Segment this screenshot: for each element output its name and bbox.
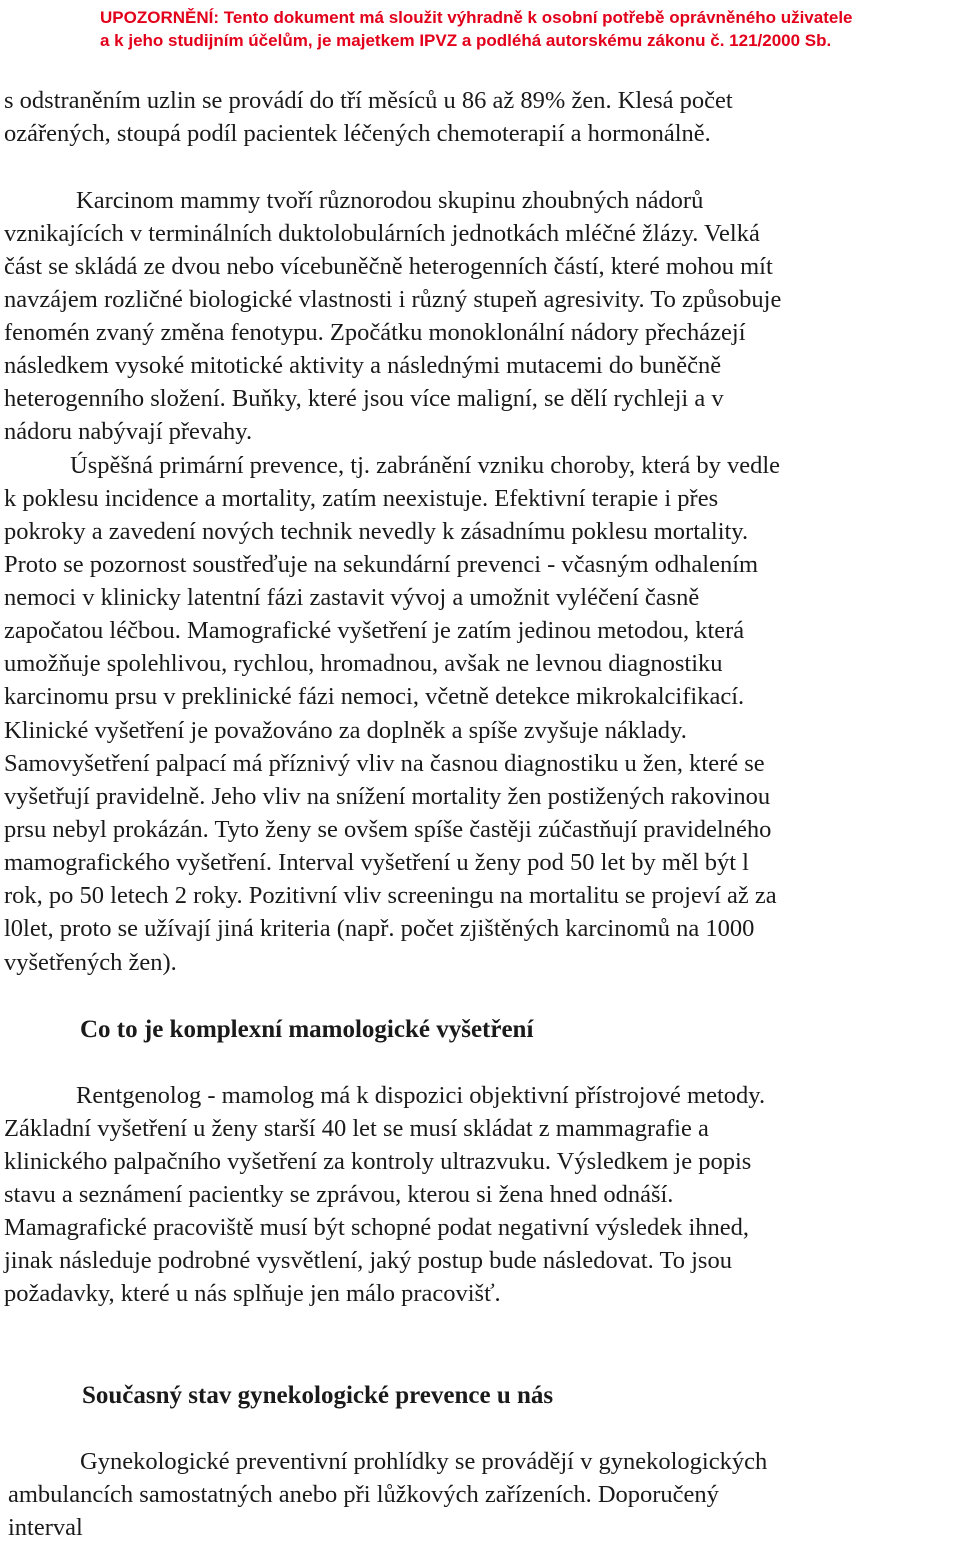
text-line: l0let, proto se užívají jiná kriteria (např. počet zjištěných karcinomů na 1000 xyxy=(4,915,755,942)
section-heading: Co to je komplexní mamologické vyšetření xyxy=(80,1016,534,1043)
text-line: ambulancích samostatných anebo při lůžkových zařízeních. Doporučený xyxy=(8,1481,719,1508)
text-line: jinak následuje podrobné vysvětlení, jaký postup bude následovat. To jsou xyxy=(4,1247,732,1274)
text-line: pokroky a zavedení nových technik nevedly k zásadnímu poklesu mortality. xyxy=(4,518,749,545)
text-line: klinického palpačního vyšetření za kontroly ultrazvuku. Výsledkem je popis xyxy=(4,1148,752,1175)
text-line: vyšetřují pravidelně. Jeho vliv na snížení mortality žen postižených rakovinou xyxy=(4,783,771,810)
text-line: heterogenního složení. Buňky, které jsou více maligní, se dělí rychleji a v xyxy=(4,385,724,412)
text-line: Rentgenolog - mamolog má k dispozici objektivní přístrojové metody. xyxy=(76,1082,766,1109)
text-line: k poklesu incidence a mortality, zatím neexistuje. Efektivní terapie i přes xyxy=(4,485,719,512)
text-line: Karcinom mammy tvoří různorodou skupinu zhoubných nádorů xyxy=(76,187,704,214)
text-line: Úspěšná primární prevence, tj. zabránění vzniku choroby, která by vedle xyxy=(70,452,780,479)
text-line: s odstraněním uzlin se provádí do tří měsíců u 86 až 89% žen. Klesá počet xyxy=(4,87,733,114)
text-line: prsu nebyl prokázán. Tyto ženy se ovšem spíše častěji zúčastňují pravidelného xyxy=(4,816,772,843)
text-line: vyšetřených žen). xyxy=(4,949,177,976)
text-line: rok, po 50 letech 2 roky. Pozitivní vliv screeningu na mortalitu se projeví až za xyxy=(4,882,777,909)
text-line: následkem vysoké mitotické aktivity a následnými mutacemi do buněčně xyxy=(4,352,722,379)
text-line: započatou léčbou. Mamografické vyšetření je zatím jedinou metodou, která xyxy=(4,617,745,644)
text-line: Klinické vyšetření je považováno za doplněk a spíše zvyšuje náklady. xyxy=(4,717,687,744)
text-line: část se skládá ze dvou nebo vícebuněčně heterogenních částí, které mohou mít xyxy=(4,253,773,280)
text-line: navzájem rozličné biologické vlastnosti i různý stupeň agresivity. To způsobuje xyxy=(4,286,782,313)
text-line: ozářených, stoupá podíl pacientek léčených chemoterapií a hormonálně. xyxy=(4,120,711,147)
text-line: nemoci v klinicky latentní fázi zastavit vývoj a umožnit vyléčení časně xyxy=(4,584,700,611)
text-line: Mamagrafické pracoviště musí být schopné podat negativní výsledek ihned, xyxy=(4,1214,750,1241)
text-line: fenomén zvaný změna fenotypu. Zpočátku monoklonální nádory přecházejí xyxy=(4,319,746,346)
text-line: Proto se pozornost soustřeďuje na sekundární prevenci - včasným odhalením xyxy=(4,551,759,578)
text-line: umožňuje spolehlivou, rychlou, hromadnou, avšak ne levnou diagnostiku xyxy=(4,650,723,677)
copyright-notice-line-1: UPOZORNĚNÍ: Tento dokument má sloužit výhradně k osobní potřebě oprávněného uživatele xyxy=(100,8,853,27)
text-line: Základní vyšetření u ženy starší 40 let se musí skládat z mammagrafie a xyxy=(4,1115,709,1142)
text-line: interval xyxy=(8,1514,83,1541)
section-heading: Současný stav gynekologické prevence u nás xyxy=(82,1382,554,1409)
text-line: stavu a seznámení pacientky se zprávou, kterou si žena hned odnáší. xyxy=(4,1181,674,1208)
text-line: požadavky, které u nás splňuje jen málo pracovišť. xyxy=(4,1280,501,1307)
copyright-notice-line-2: a k jeho studijním účelům, je majetkem IPVZ a podléhá autorskému zákonu č. 121/2000 Sb. xyxy=(100,31,832,50)
text-line: karcinomu prsu v preklinické fázi nemoci, včetně detekce mikrokalcifikací. xyxy=(4,683,745,710)
text-line: Gynekologické preventivní prohlídky se provádějí v gynekologických xyxy=(80,1448,768,1475)
text-line: vznikajících v terminálních duktolobulárních jednotkách mléčné žlázy. Velká xyxy=(4,220,760,247)
text-line: Samovyšetření palpací má příznivý vliv na časnou diagnostiku u žen, které se xyxy=(4,750,765,777)
text-line: mamografického vyšetření. Interval vyšetření u ženy pod 50 let by měl být l xyxy=(4,849,749,876)
text-line: nádoru nabývají převahy. xyxy=(4,418,253,445)
copyright-notice xyxy=(100,6,960,52)
